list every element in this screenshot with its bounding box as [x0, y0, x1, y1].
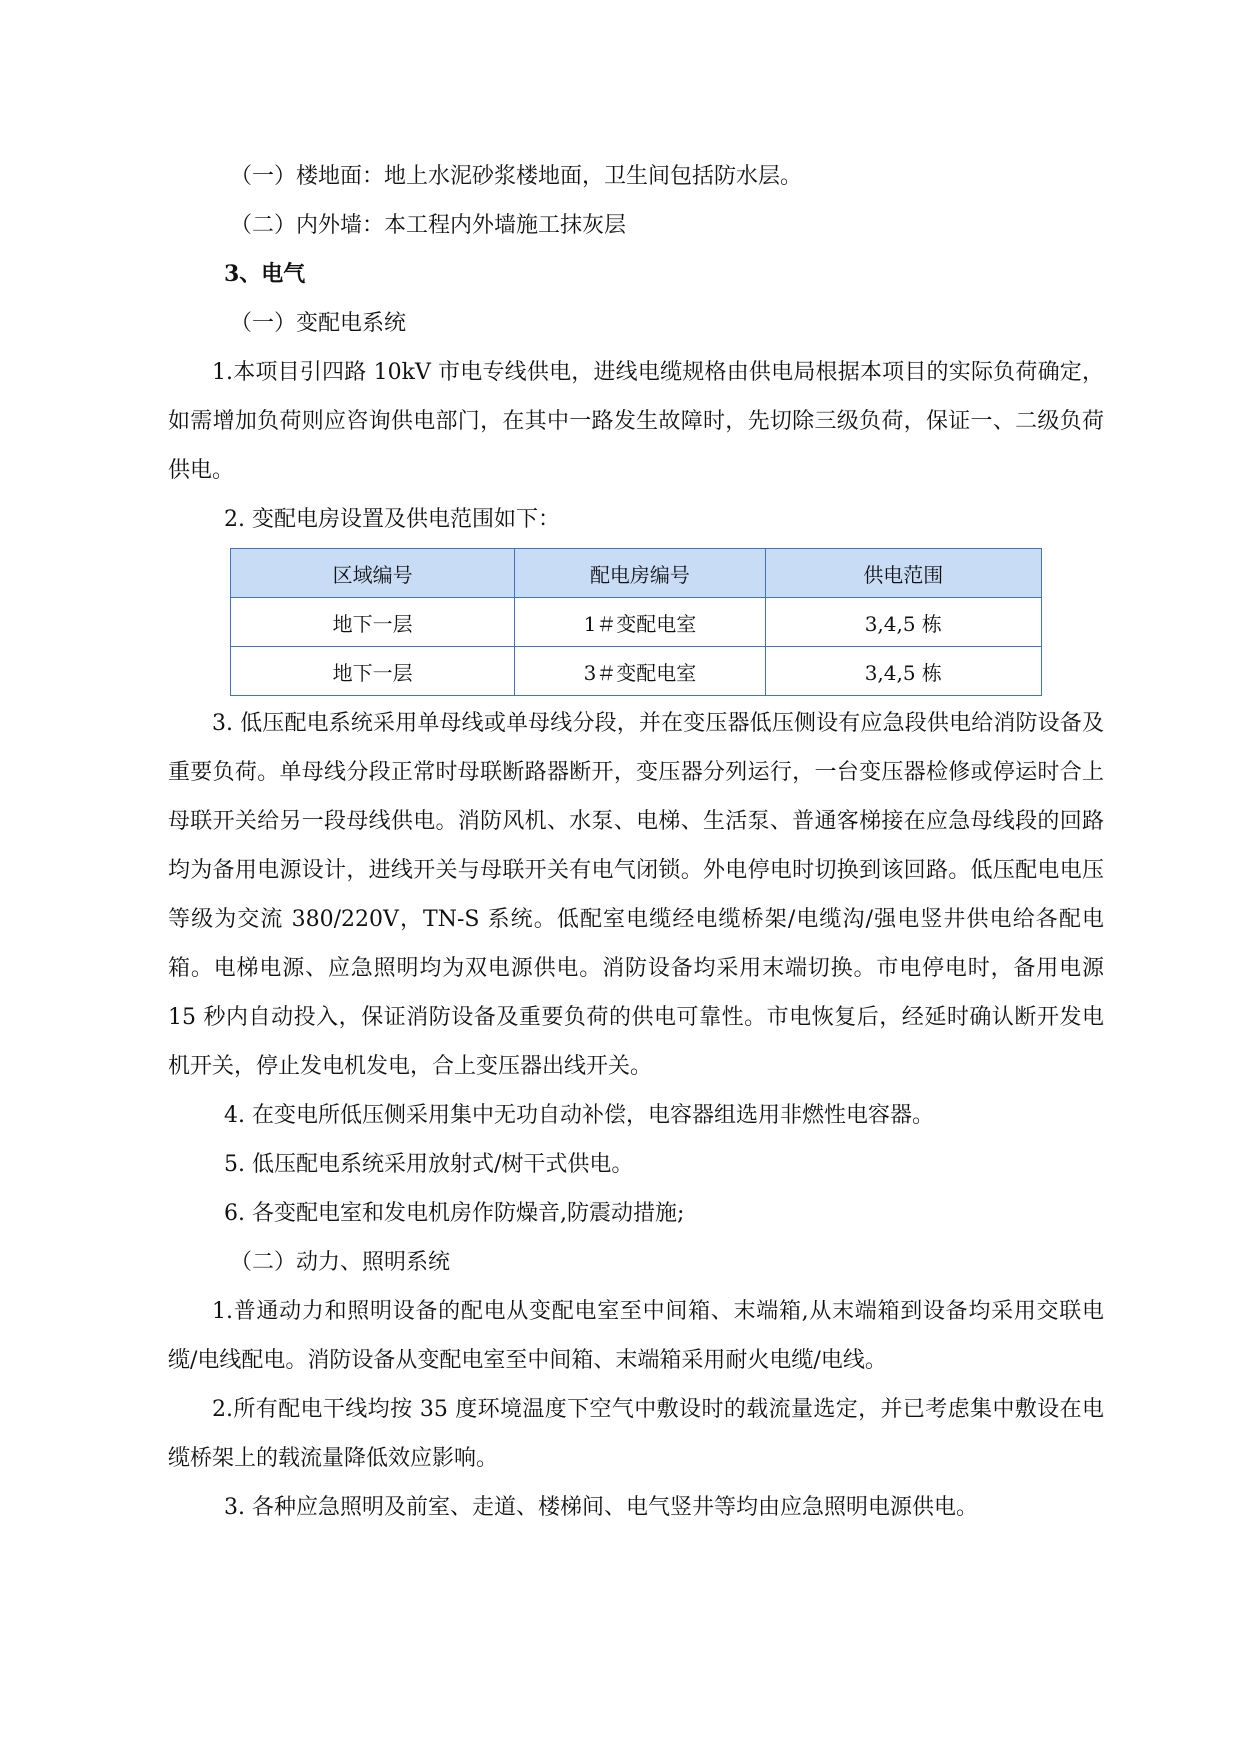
paragraph-6: 6. 各变配电室和发电机房作防燥音,防震动措施;: [224, 1201, 685, 1226]
floor-line: （一）楼地面：地上水泥砂浆楼地面，卫生间包括防水层。: [230, 164, 803, 189]
table-row: [231, 598, 1042, 647]
subsection-heading-power-distribution: （一）变配电系统: [230, 311, 407, 336]
paragraph-5: 5. 低压配电系统采用放射式/树干式供电。: [224, 1152, 634, 1177]
table-cell: 3,4,5 栋: [765, 647, 1041, 696]
walls-line: （二）内外墙：本工程内外墙施工抹灰层: [230, 213, 627, 238]
table-header-cell: 区域编号: [231, 549, 515, 598]
table-header-row: [231, 549, 1042, 598]
paragraph-3: 3. 低压配电系统采用单母线或单母线分段，并在变压器低压侧设有应急段供电给消防设备及重要负荷。单母线分段正常时母联断路器断开，变压器分列运行，一台变压器检修或停运时合上母联开关给另一段母线供电。消防风机、水泵、电梯、生活泵、普通客梯接在应急母线段的回路均为备用电源设计，进线开关与母联开关有电气闭锁。外电停电时切换到该回路。低压配电电压等级为交流 380/220V，TN-S 系统。低配室电缆经电缆桥架/电缆沟/强电竖井供电给各配电箱。电梯电源、应急照明均为双电源供电。消防设备均采用末端切换。市电停电时，备用电源 15 秒内自动投入，保证消防设备及重要负荷的供电可靠性。市电恢复后，经延时确认断开发电机开关，停止发电机发电，合上变压器出线开关。: [168, 711, 1104, 1079]
substation-table: [230, 548, 1042, 696]
paragraph-1: 1.本项目引四路 10kV 市电专线供电，进线电缆规格由供电局根据本项目的实际负荷确定，如需增加负荷则应咨询供电部门，在其中一路发生故障时，先切除三级负荷，保证一、二级负荷供电。: [168, 360, 1104, 483]
table-header-cell: 供电范围: [765, 549, 1041, 598]
table-cell: 1＃变配电室: [515, 598, 765, 647]
lighting-paragraph-1: 1.普通动力和照明设备的配电从变配电室至中间箱、末端箱,从末端箱到设备均采用交联电缆/电线配电。消防设备从变配电室至中间箱、末端箱采用耐火电缆/电线。: [168, 1299, 1104, 1373]
paragraph-2: 2. 变配电房设置及供电范围如下：: [224, 507, 560, 532]
table-cell: 3＃变配电室: [515, 647, 765, 696]
table-header-cell: 配电房编号: [515, 549, 765, 598]
subsection-heading-power-lighting: （二）动力、照明系统: [230, 1250, 451, 1275]
document-body: [168, 152, 1104, 1532]
table-cell: 3,4,5 栋: [765, 598, 1041, 647]
table-cell: 地下一层: [231, 598, 515, 647]
paragraph-4: 4. 在变电所低压侧采用集中无功自动补偿，电容器组选用非燃性电容器。: [224, 1103, 934, 1128]
lighting-paragraph-3: 3. 各种应急照明及前室、走道、楼梯间、电气竖井等均由应急照明电源供电。: [224, 1495, 978, 1520]
lighting-paragraph-2: 2.所有配电干线均按 35 度环境温度下空气中敷设时的载流量选定，并已考虑集中敷设在电缆桥架上的载流量降低效应影响。: [168, 1397, 1104, 1471]
section-heading-electric: 3、电气: [224, 261, 306, 287]
table-cell: 地下一层: [231, 647, 515, 696]
table-row: [231, 647, 1042, 696]
substation-table-wrapper: [230, 548, 1042, 696]
